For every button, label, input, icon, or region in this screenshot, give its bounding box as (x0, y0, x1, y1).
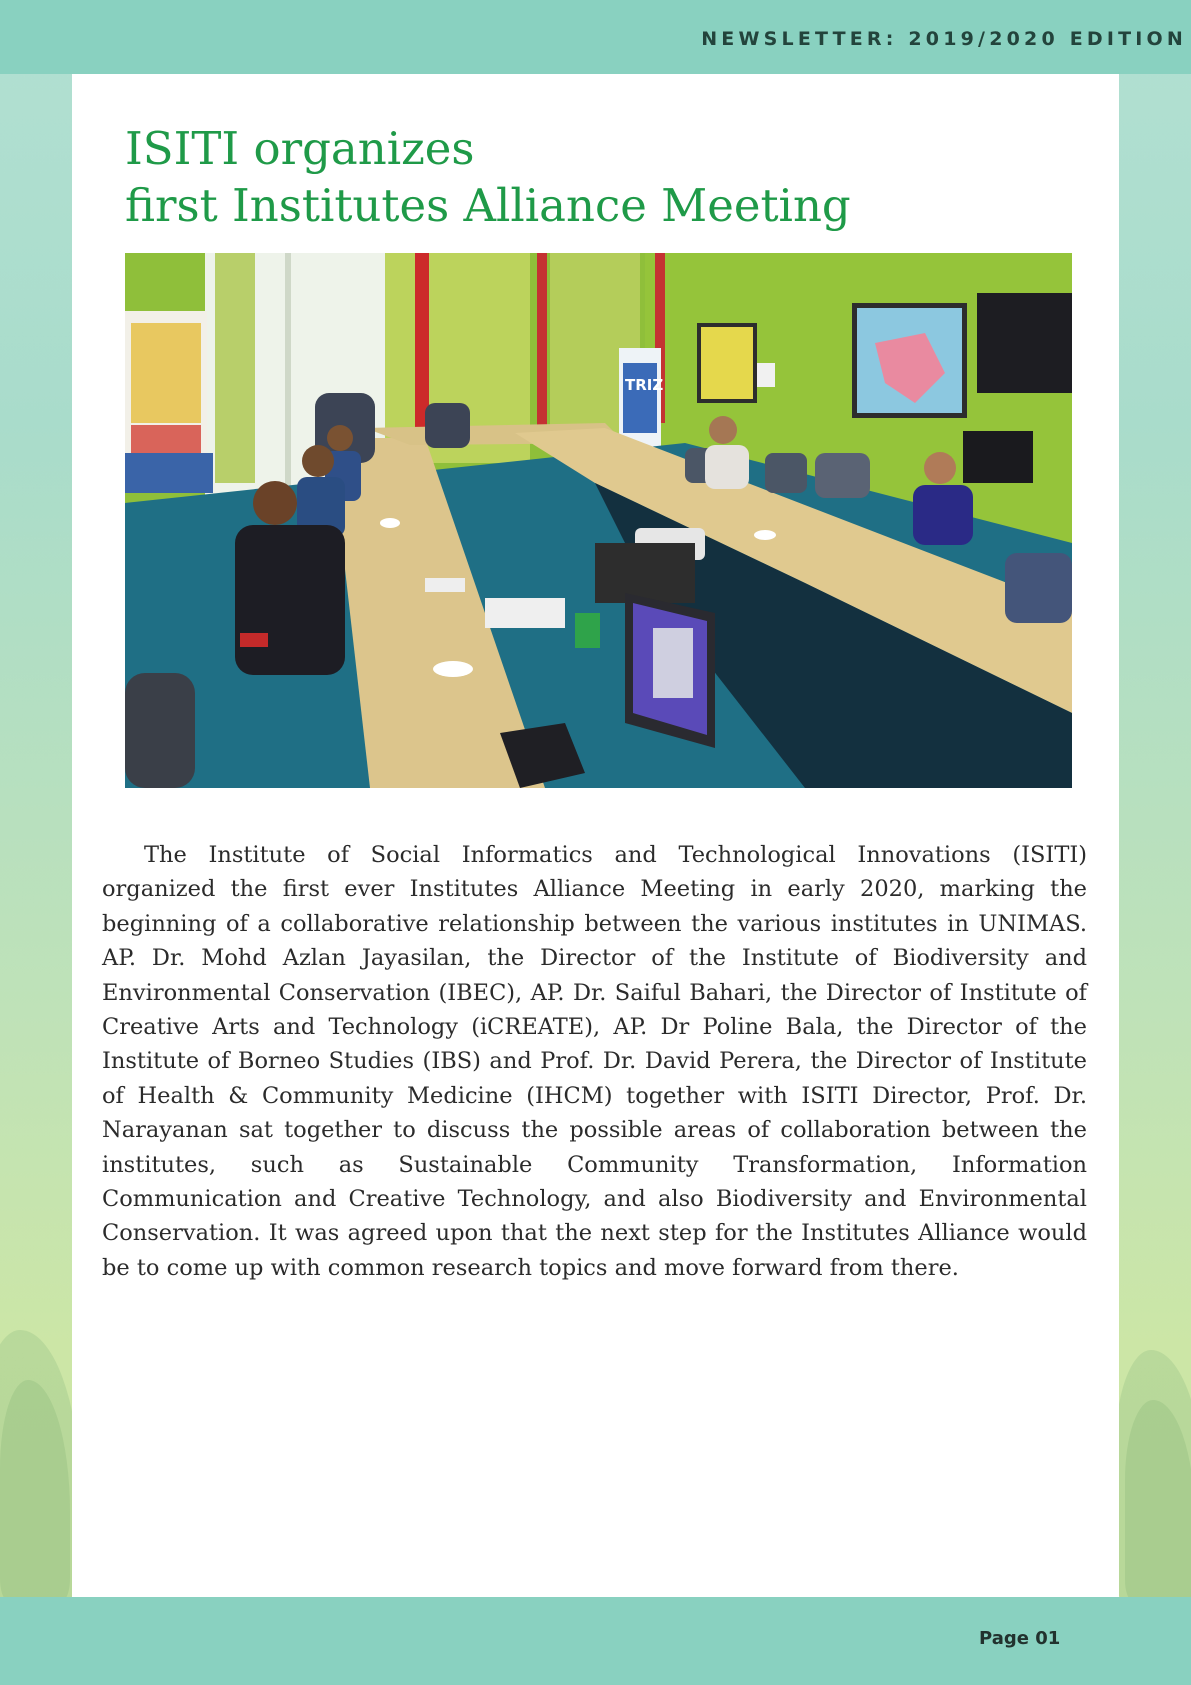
banner-text: TRIZ (625, 376, 664, 394)
hill-decoration-right-inner (1125, 1400, 1191, 1600)
article-title-line-2: first Institutes Alliance Meeting (125, 179, 851, 232)
header-band (0, 0, 1191, 74)
article-title (125, 120, 851, 234)
meeting-photo-illustration (125, 253, 1072, 788)
meeting-room-photo (125, 253, 1072, 788)
edition-label: NEWSLETTER: 2019/2020 EDITION (701, 28, 1187, 50)
article-title-line-1: ISITI organizes (125, 122, 475, 175)
page-number: Page 01 (979, 1628, 1061, 1649)
article-body: The Institute of Social Informatics and Technological Innovations (ISITI) organized the first ever Institutes Alliance Meeting in early 2020, marking the beginning of a collaborative relationship between the various institutes in UNIMAS. AP. Dr. Mohd Azlan Jayasilan, the Director of the Institute of Biodiversity and Environmental Conservation (IBEC), AP. Dr. Saiful Bahari, the Director of Institute of Creative Arts and Technology (iCREATE), AP. Dr Poline Bala, the Director of the Institute of Borneo Studies (IBS) and Prof. Dr. David Perera, the Director of Institute of Health & Community Medicine (IHCM) together with ISITI Director, Prof. Dr. Narayanan sat together to discuss the possible areas of collaboration between the institutes, such as Sustainable Community Transformation, Information Communication and Creative Technology, and also Biodiversity and Environmental Conservation. It was agreed upon that the next step for the Institutes Alliance would be to come up with common research topics and move forward from there. (102, 842, 1087, 1281)
